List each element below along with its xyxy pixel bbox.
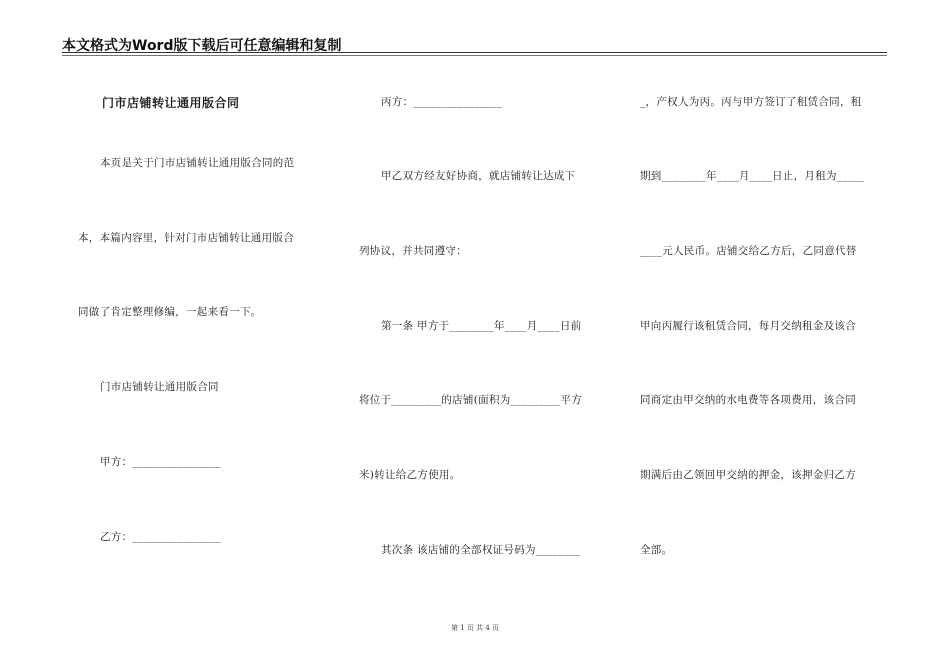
- contract-subtitle: 门市店铺转让通用版合同: [100, 381, 219, 393]
- paragraph-line: 本，本篇内容里，针对门市店铺转让通用版合: [78, 232, 294, 244]
- header-divider-thin: [62, 55, 887, 56]
- paragraph-line: 甲乙双方经友好协商，就店铺转让达成下: [381, 170, 576, 182]
- paragraph-line: 米)转让给乙方使用。: [359, 469, 461, 481]
- party-a-line: 甲方：________________: [100, 456, 222, 468]
- party-b-line: 乙方：________________: [100, 531, 222, 543]
- paragraph-line: 期到________年____月____日止，月租为_____: [640, 170, 865, 182]
- paragraph-line: 将位于_________的店铺(面积为_________平方: [359, 394, 583, 406]
- contract-title: 门市店铺转让通用版合同: [102, 96, 240, 110]
- paragraph-line: 列协议，并共同遵守：: [359, 245, 467, 257]
- header-divider: [62, 52, 887, 53]
- article-2-line: 其次条 该店铺的全部权证号码为________: [381, 544, 581, 556]
- paragraph-line: 甲向丙履行该租赁合同，每月交纳租金及该合: [640, 320, 856, 332]
- party-c-line: 丙方：________________: [381, 96, 503, 108]
- paragraph-line: 期满后由乙领回甲交纳的押金，该押金归乙方: [640, 469, 856, 481]
- paragraph-line: 同做了肯定整理修编，一起来看一下。: [78, 306, 262, 318]
- paragraph-line: _，产权人为丙。丙与甲方签订了租赁合同，租: [640, 96, 862, 108]
- paragraph-line: 全部。: [640, 544, 673, 556]
- page-number: 第 1 页 共 4 页: [450, 624, 500, 632]
- paragraph-line: 本页是关于门市店铺转让通用版合同的范: [100, 157, 295, 169]
- article-1-line: 第一条 甲方于________年____月____日前: [381, 320, 582, 332]
- paragraph-line: 同商定由甲交纳的水电费等各项费用，该合同: [640, 394, 856, 406]
- document-header-title: 本文格式为Word版下载后可任意编辑和复制: [62, 38, 342, 54]
- paragraph-line: ____元人民币。店铺交给乙方后，乙同意代替: [640, 245, 857, 257]
